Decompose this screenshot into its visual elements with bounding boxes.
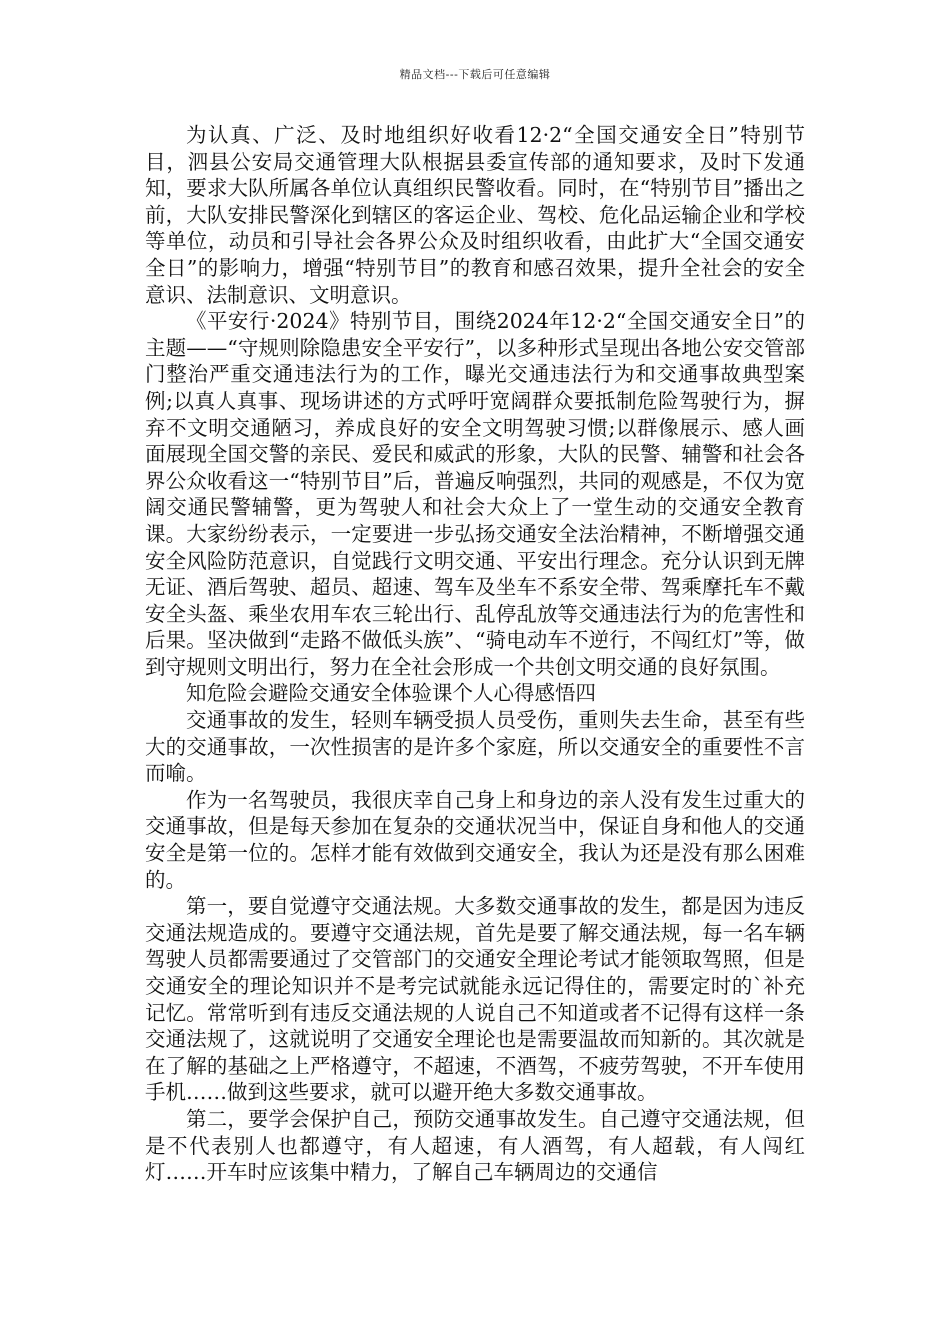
paragraph-first-point: 第一，要自觉遵守交通法规。大多数交通事故的发生，都是因为违反交通法规造成的。要遵守交通法规，首先是要了解交通法规，每一名车辆驾驶人员都需要通过了交管部门的交通安全理论考试才能领取驾照，但是交通安全的理论知识并不是考完试就能永远记得住的，需要定时的`补充记忆。常常听到有违反交通法规的人说自己不知道或者不记得有这样一条交通法规了，这就说明了交通安全理论也是需要温故而知新的。其次就是在了解的基础之上严格遵守，不超速，不酒驾，不疲劳驾驶，不开车使用手机……做到这些要求，就可以避开绝大多数交通事故。 xyxy=(145,894,805,1105)
paragraph-second-point: 第二，要学会保护自己，预防交通事故发生。自己遵守交通法规，但是不代表别人也都遵守，有人超速，有人酒驾，有人超载，有人闯红灯……开车时应该集中精力，了解自己车辆周边的交通信 xyxy=(145,1106,805,1185)
document-body xyxy=(145,122,805,1186)
section-title: 知危险会避险交通安全体验课个人心得感悟四 xyxy=(186,681,596,706)
paragraph-broadcast-organization: 为认真、广泛、及时地组织好收看12·2“全国交通安全日”特别节目，泗县公安局交通管理大队根据县委宣传部的通知要求，及时下发通知，要求大队所属各单位认真组织民警收看。同时，在“特别节目”播出之前，大队安排民警深化到辖区的客运企业、驾校、危化品运输企业和学校等单位，动员和引导社会各界公众及时组织收看，由此扩大“全国交通安全日”的影响力，增强“特别节目”的教育和感召效果，提升全社会的安全意识、法制意识、文明意识。 xyxy=(145,123,805,307)
paragraph-driver-view: 作为一名驾驶员，我很庆幸自己身上和身边的亲人没有发生过重大的交通事故，但是每天参加在复杂的交通状况当中，保证自身和他人的交通安全是第一位的。怎样才能有效做到交通安全，我认为还是没有那么困难的。 xyxy=(145,787,805,892)
paragraph-accident-importance: 交通事故的发生，轻则车辆受损人员受伤，重则失去生命，甚至有些大的交通事故，一次性损害的是许多个家庭，所以交通安全的重要性不言而喻。 xyxy=(145,708,805,786)
page-header: 精品文档---下载后可任意编辑 xyxy=(399,68,551,81)
paragraph-special-program: 《平安行·2024》特别节目，围绕2024年12·2“全国交通安全日”的主题——“守规则除隐患安全平安行”，以多种形式呈现出各地公安交管部门整治严重交通违法行为的工作，曝光交通违法行为和交通事故典型案例;以真人真事、现场讲述的方式呼吁宽阔群众要抵制危险驾驶行为，摒弃不文明交通陋习，养成良好的安全文明驾驶习惯;以群像展示、感人画面展现全国交警的亲民、爱民和威武的形象，大队的民警、辅警和社会各界公众收看这一“特别节目”后，普遍反响强烈，共同的观感是，不仅为宽阔交通民警辅警，更为驾驶人和社会大众上了一堂生动的交通安全教育课。大家纷纷表示，一定要进一步弘扬交通安全法治精神，不断增强交通安全风险防范意识，自觉践行文明交通、平安出行理念。充分认识到无牌无证、酒后驾驶、超员、超速、驾车及坐车不系安全带、驾乘摩托车不戴安全头盔、乘坐农用车农三轮出行、乱停乱放等交通违法行为的危害性和后果。坚决做到“走路不做低头族”、“骑电动车不逆行，不闯红灯”等，做到守规则文明出行，努力在全社会形成一个共创文明交通的良好氛围。 xyxy=(145,309,805,679)
